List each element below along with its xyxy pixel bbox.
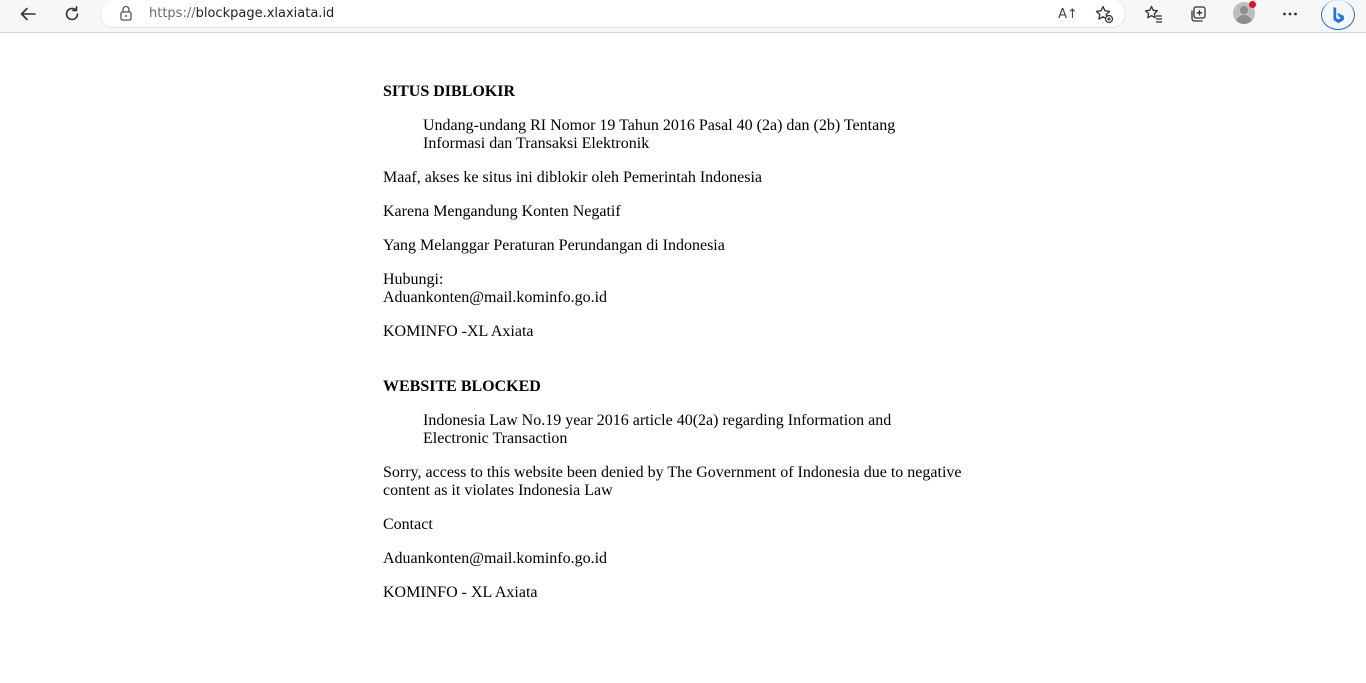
favorites-button[interactable]: [1136, 0, 1172, 28]
id-contact-email: Aduankonten@mail.kominfo.go.id: [383, 289, 608, 306]
en-contact-label: Contact: [383, 516, 433, 533]
read-aloud-button[interactable]: [1050, 0, 1086, 28]
en-contact-email: Aduankonten@mail.kominfo.go.id: [383, 550, 608, 567]
back-button[interactable]: [10, 0, 46, 28]
id-footer: KOMINFO -XL Axiata: [383, 323, 534, 340]
favorites-icon: [1144, 4, 1164, 24]
refresh-button[interactable]: [54, 0, 90, 28]
lock-icon[interactable]: [117, 4, 135, 22]
more-icon: [1280, 4, 1300, 24]
url-protocol: https://: [149, 6, 196, 21]
more-button[interactable]: [1272, 0, 1308, 28]
bing-chat-button[interactable]: [1321, 0, 1355, 30]
en-line-1: Sorry, access to this website been denied by The Government of Indonesia due to negative content as it violates Indonesia Law: [383, 464, 962, 499]
id-title: SITUS DIBLOKIR: [383, 83, 516, 100]
add-favorite-icon: [1094, 4, 1114, 24]
browser-toolbar: [0, 0, 1366, 33]
notification-dot: [1249, 1, 1256, 8]
collections-button[interactable]: [1180, 0, 1216, 28]
en-footer: KOMINFO - XL Axiata: [383, 584, 538, 601]
read-aloud-icon: A↑: [1058, 6, 1078, 22]
collections-icon: [1188, 4, 1208, 24]
url-text[interactable]: [149, 5, 334, 23]
back-arrow-icon: [18, 4, 38, 24]
refresh-icon: [62, 4, 82, 24]
url-host: blockpage.xlaxiata.id: [195, 6, 335, 21]
bing-chat-icon: [1329, 5, 1347, 25]
add-favorite-button[interactable]: [1086, 0, 1122, 28]
id-law-quote: Undang-undang RI Nomor 19 Tahun 2016 Pasal 40 (2a) dan (2b) Tentang Informasi dan Transaksi Elektronik: [423, 117, 896, 152]
id-line-1: Maaf, akses ke situs ini diblokir oleh Pemerintah Indonesia: [383, 169, 763, 186]
id-line-2: Karena Mengandung Konten Negatif: [383, 203, 621, 220]
block-page-content: [383, 80, 983, 618]
id-contact: [383, 271, 983, 307]
en-law-quote: Indonesia Law No.19 year 2016 article 40(2a) regarding Information and Electronic Transaction: [423, 412, 892, 447]
id-contact-label: Hubungi:: [383, 271, 444, 288]
en-title: WEBSITE BLOCKED: [383, 378, 541, 395]
id-line-3: Yang Melanggar Peraturan Perundangan di Indonesia: [383, 237, 725, 254]
section-spacer: [383, 357, 983, 375]
